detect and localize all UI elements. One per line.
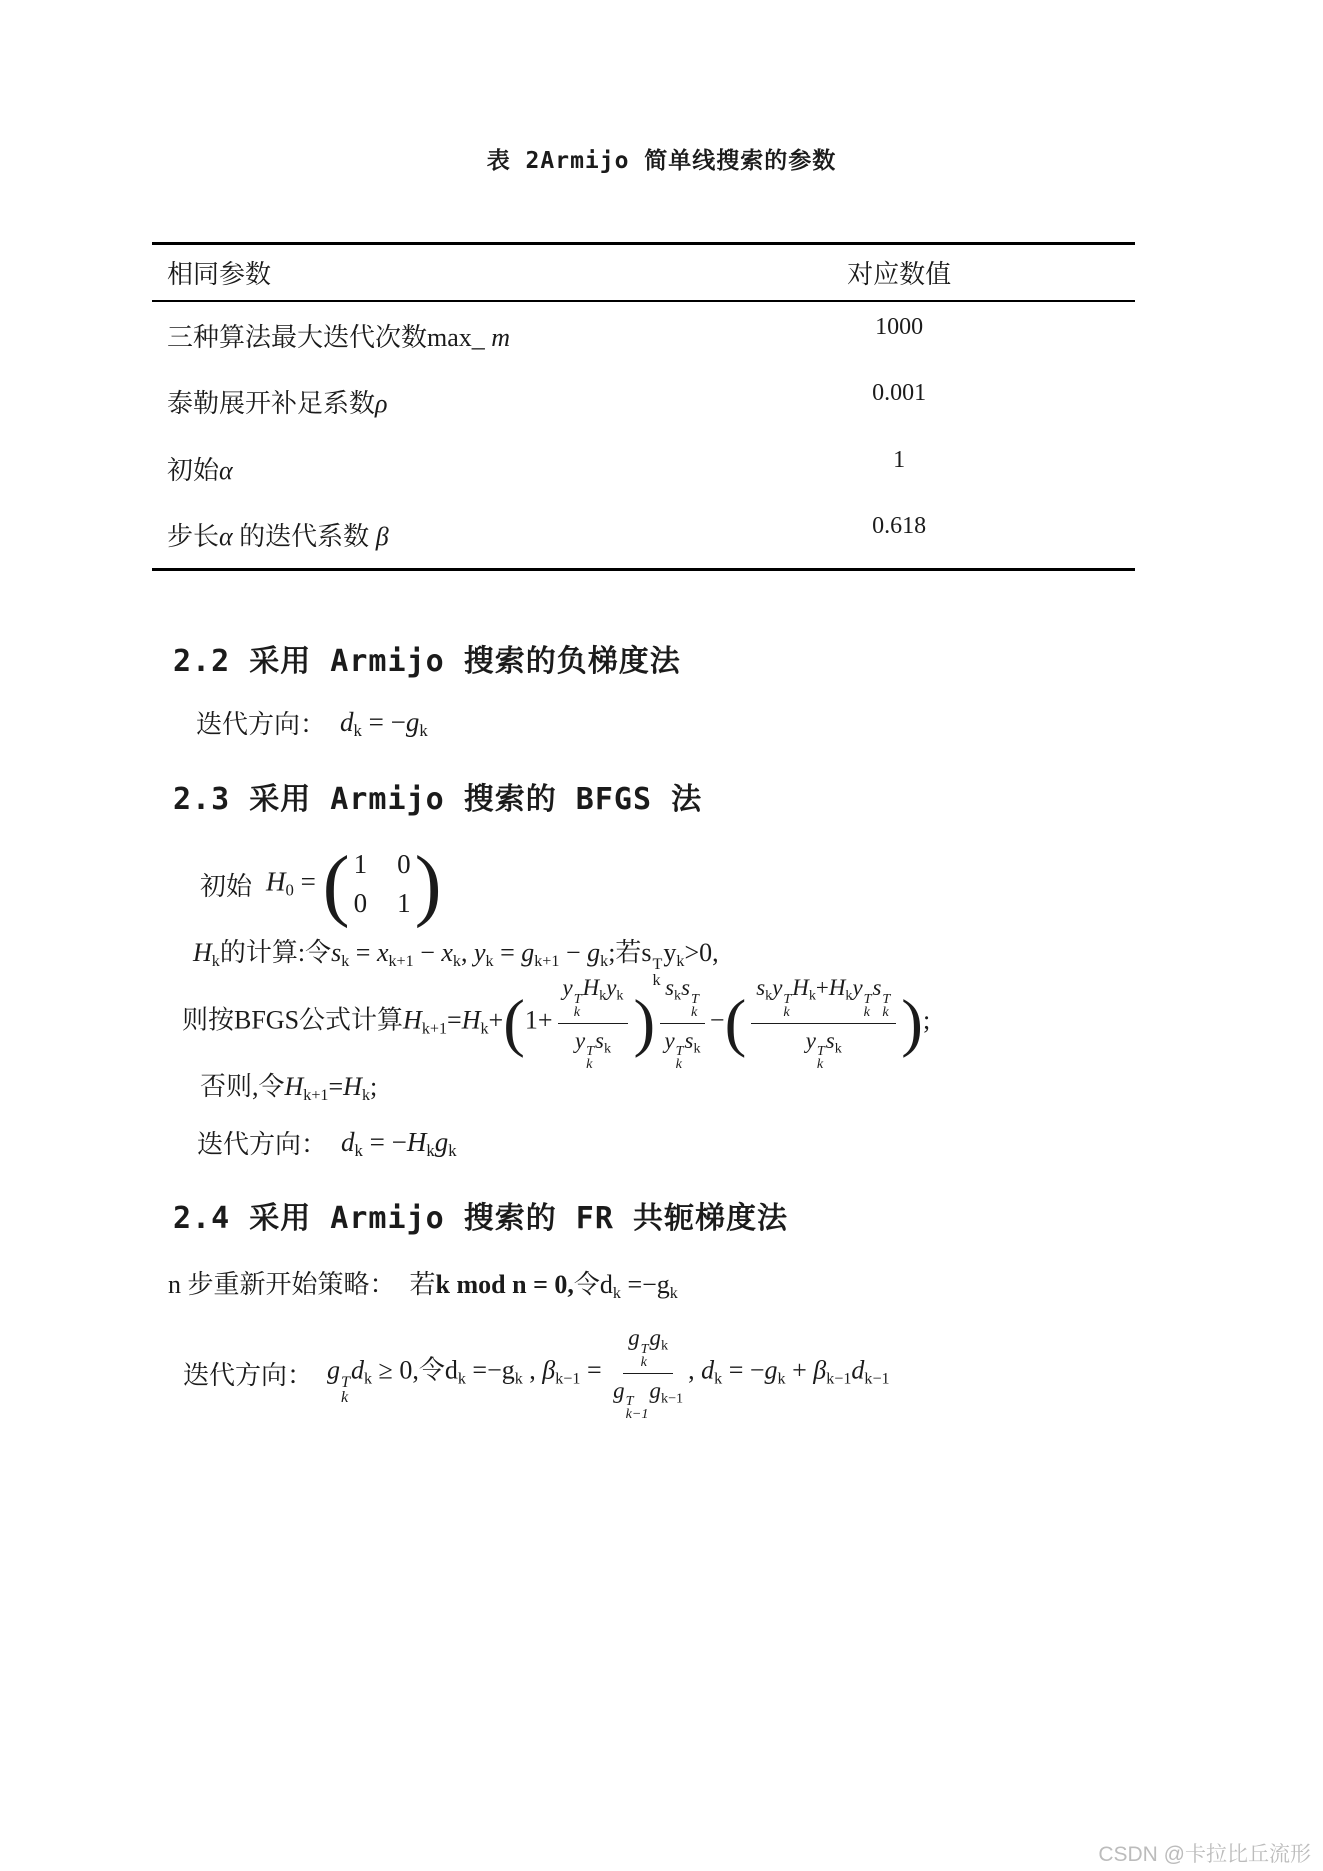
fraction-2: $s_ks$ T k y T k $s_k$ (660, 974, 705, 1071)
initial-label: 初始 (200, 871, 253, 901)
iteration-direction-line-2-2 (196, 700, 428, 744)
right-paren: ) (901, 986, 923, 1059)
fraction-3: $s_ky$ T k $H_k+H_ky$ T k s T k y T k $s_k$ (751, 974, 896, 1071)
formula-bfgs-direction: $d_k = -H_kg_k$ (341, 1126, 457, 1160)
left-paren: ( (724, 986, 747, 1059)
n-step-label: n 步重新开始策略： (168, 1269, 396, 1299)
table-header-row (152, 242, 1135, 302)
right-paren: ) (633, 986, 656, 1059)
fraction-beta: g T k $g_k$ g T k−1 $g_{k-1}$ (613, 1325, 684, 1423)
table-row (152, 502, 1135, 569)
formula-n-step-restart: 若k mod n = 0,令$d_k =-g_k$ (409, 1269, 678, 1302)
n-step-restart-line (168, 1260, 678, 1304)
identity-matrix: 1 0 0 1 (353, 849, 411, 918)
left-paren: ( (503, 986, 525, 1059)
param-cell: 三种算法最大迭代次数max_ m (167, 322, 511, 352)
parameters-table (152, 242, 1135, 571)
csdn-watermark: CSDN @卡拉比丘流形 (1098, 1843, 1311, 1866)
formula-sk-yk-definition: $H_k$的计算:令$s_k = x_{k+1} - x_k$, $y_k = g_{k+1} - g_k$;若s T k $y_k>0$, (193, 938, 719, 989)
section-heading-2-2: 2.2 采用 Armijo 搜索的负梯度法 (173, 644, 681, 679)
section-heading-2-4: 2.4 采用 Armijo 搜索的 FR 共轭梯度法 (173, 1201, 788, 1236)
initial-h0-line (200, 838, 442, 929)
value-cell: 1000 (875, 313, 924, 340)
col-header-value: 对应数值 (847, 260, 952, 289)
right-paren: ) (414, 838, 442, 929)
formula-h0-matrix: $H_0$ = ( 1 0 0 1 ) (266, 838, 442, 929)
table-row (152, 369, 1135, 436)
else-case-line (200, 1064, 377, 1104)
formula-negative-gradient-direction: $d_k = -g_k$ (340, 706, 428, 740)
section-heading-2-3: 2.3 采用 Armijo 搜索的 BFGS 法 (173, 782, 703, 817)
iteration-direction-line-2-4 (183, 1325, 890, 1423)
formula-fr-conjugate-direction: g T k $d_k \ge 0$,令$d_k =-g_k$ , $\beta_{k-1}$ = g T k $g_k$ g T k−1 $g_{k-1}$ , $d_k = -g_k + \beta_{k-1}d_{k-1}$ (327, 1325, 890, 1423)
table-title: 表 2Armijo 简单线搜索的参数 (486, 148, 837, 174)
value-cell: 0.001 (872, 380, 927, 407)
table-row (152, 435, 1135, 502)
formula-else-hk: 否则,令$H_{k+1}=H_k$; (200, 1071, 378, 1104)
value-cell: 0.618 (872, 513, 927, 540)
iteration-direction-line-2-3 (197, 1118, 457, 1166)
left-paren: ( (322, 838, 350, 929)
direction-label: 迭代方向： (196, 709, 327, 739)
col-header-param: 相同参数 (167, 260, 272, 289)
param-cell: 初始α (167, 455, 233, 485)
value-cell: 1 (893, 446, 906, 473)
table-body (152, 302, 1135, 571)
param-cell: 泰勒展开补足系数ρ (167, 389, 388, 419)
fraction-1: y T k $H_ky_k$ y T k $s_k$ (558, 974, 629, 1071)
direction-label: 迭代方向： (197, 1129, 328, 1159)
bfgs-formula-line (182, 975, 931, 1073)
direction-label: 迭代方向： (183, 1360, 314, 1390)
formula-bfgs-update: 则按BFGS公式计算$H_{k+1}=H_k+(1+$ y T k $H_ky_k$ y T k $s_k$ ) $s_ks$ T k y T k $s_k$ −( $s_ky$ T k $H_k+H_ky$ T k s T k y T k $s_k$ ); (182, 975, 931, 1073)
table-row (152, 302, 1135, 369)
param-cell: 步长α 的迭代系数 β (167, 522, 389, 552)
